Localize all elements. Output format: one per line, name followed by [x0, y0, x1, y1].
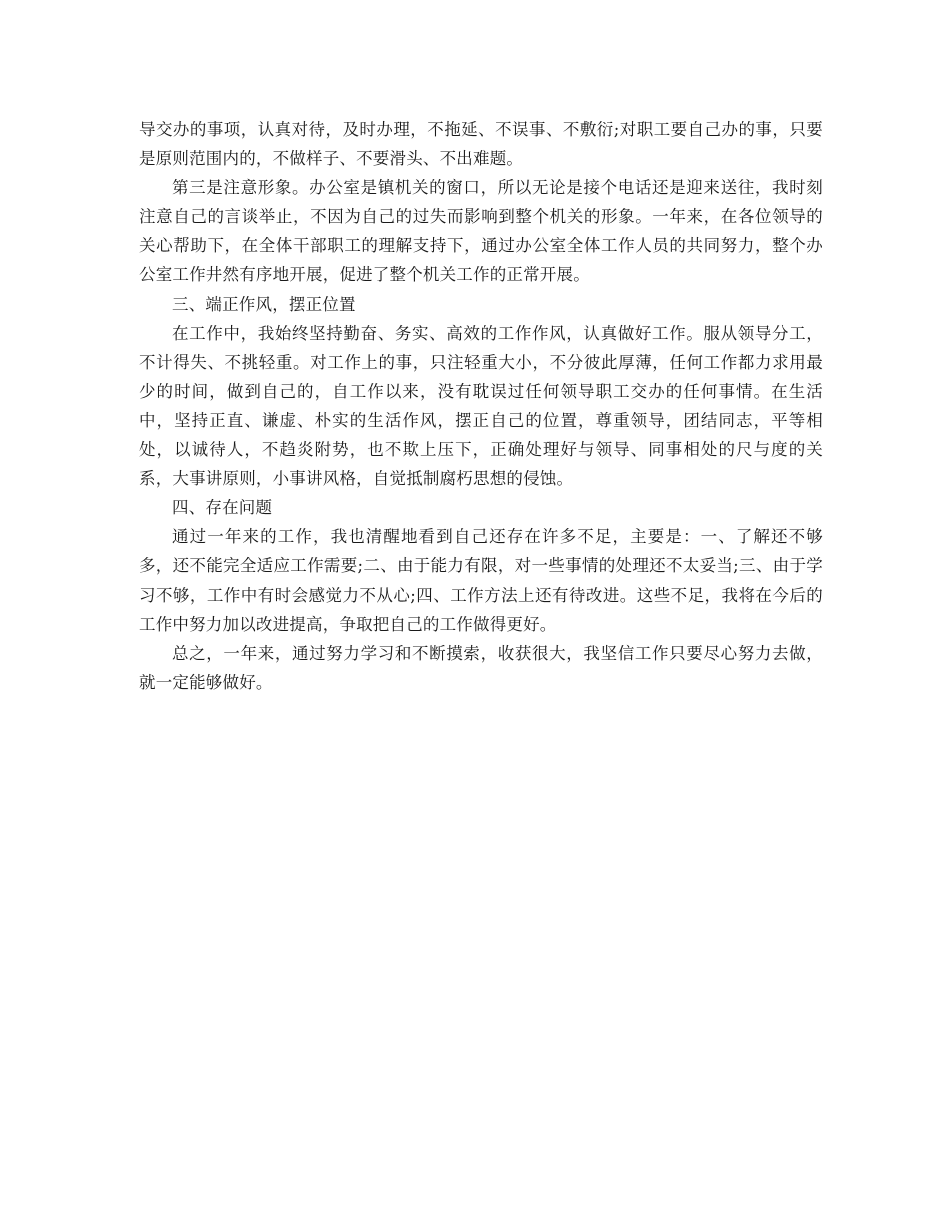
section-heading-work-style: 三、端正作风，摆正位置: [172, 294, 356, 314]
section-heading-problems: 四、存在问题: [172, 498, 273, 518]
paragraph-image-attention: 第三是注意形象。办公室是镇机关的窗口，所以无论是接个电话还是迎来送往，我时刻注意自己的言谈举止，不因为自己的过失而影响到整个机关的形象。一年来，在各位领导的关心帮助下，在全体干部职工的理解支持下，通过办公室全体工作人员的共同努力，整个办公室工作井然有序地开展，促进了整个机关工作的正常开展。: [139, 178, 823, 285]
paragraph-continuation: 导交办的事项，认真对待，及时办理，不拖延、不误事、不敷衍;对职工要自己办的事，只要是原则范围内的，不做样子、不要滑头、不出难题。: [139, 120, 823, 169]
paragraph-work-style: 在工作中，我始终坚持勤奋、务实、高效的工作作风，认真做好工作。服从领导分工，不计得失、不挑轻重。对工作上的事，只注轻重大小，不分彼此厚薄，任何工作都力求用最少的时间，做到自己的，自工作以来，没有耽误过任何领导职工交办的任何事情。在生活中，坚持正直、谦虚、朴实的生活作风，摆正自己的位置，尊重领导，团结同志，平等相处，以诚待人，不趋炎附势，也不欺上压下，正确处理好与领导、同事相处的尺与度的关系，大事讲原则，小事讲风格，自觉抵制腐朽思想的侵蚀。: [139, 323, 823, 489]
document-body: [139, 115, 823, 697]
paragraph-problems: 通过一年来的工作，我也清醒地看到自己还存在许多不足，主要是：一、了解还不够多，还不能完全适应工作需要;二、由于能力有限，对一些事情的处理还不太妥当;三、由于学习不够，工作中有时会感觉力不从心;四、工作方法上还有待改进。这些不足，我将在今后的工作中努力加以改进提高，争取把自己的工作做得更好。: [139, 527, 823, 634]
paragraph-conclusion: 总之，一年来，通过努力学习和不断摸索，收获很大，我坚信工作只要尽心努力去做，就一定能够做好。: [139, 643, 823, 692]
